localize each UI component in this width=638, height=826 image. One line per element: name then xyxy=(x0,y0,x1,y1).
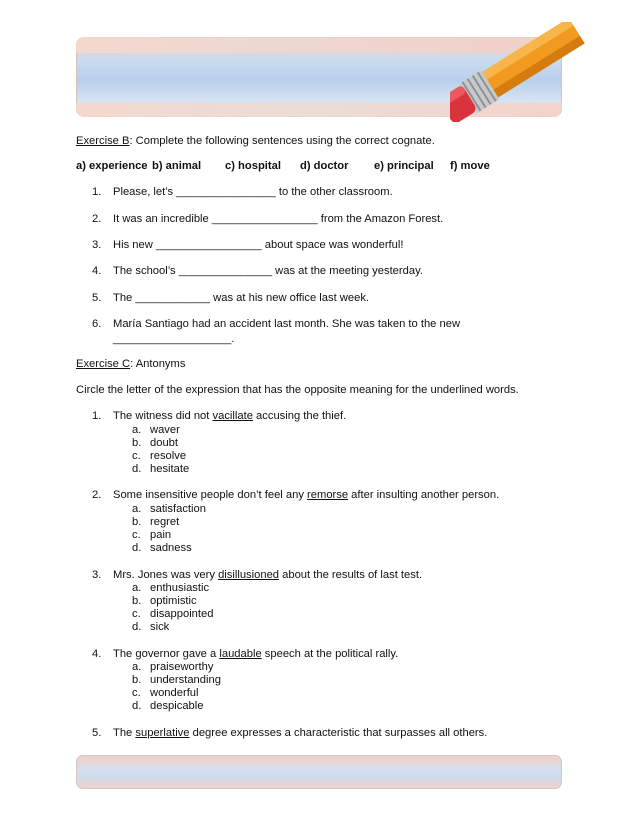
option-f: f) move xyxy=(450,160,490,172)
question-number: 4. xyxy=(92,648,102,660)
choice-letter: b. xyxy=(132,437,142,449)
choice-text: satisfaction xyxy=(150,503,206,515)
choice-letter: c. xyxy=(132,608,141,620)
choice-letter: a. xyxy=(132,424,142,436)
item-text-continued: ___________________. xyxy=(113,333,235,345)
exercise-b-heading: Exercise B xyxy=(76,135,130,147)
item-number: 1. xyxy=(92,186,102,198)
item-number: 4. xyxy=(92,265,102,277)
exercise-c-title-suffix: : Antonyms xyxy=(130,358,186,370)
choice-text: understanding xyxy=(150,674,221,686)
option-c: c) hospital xyxy=(225,160,281,172)
question-text: The witness did not vacillate accusing the thief. xyxy=(113,410,347,422)
underlined-word: vacillate xyxy=(212,410,253,422)
exercise-c-title xyxy=(76,358,185,370)
question-number: 1. xyxy=(92,410,102,422)
exercise-c-heading: Exercise C xyxy=(76,358,131,370)
item-text: His new _________________ about space was wonderful! xyxy=(113,239,404,251)
choice-letter: b. xyxy=(132,674,142,686)
choice-text: pain xyxy=(150,529,172,541)
choice-letter: d. xyxy=(132,700,142,712)
item-number: 5. xyxy=(92,292,102,304)
choice-letter: c. xyxy=(132,529,141,541)
choice-text: resolve xyxy=(150,450,187,462)
choice-letter: b. xyxy=(132,595,142,607)
footer-banner xyxy=(76,755,562,789)
choice-text: regret xyxy=(150,516,180,528)
exercise-b-instruction: : Complete the following sentences using the correct cognate. xyxy=(129,135,435,147)
question-text: Mrs. Jones was very disillusioned about the results of last test. xyxy=(113,569,423,581)
question-number: 2. xyxy=(92,489,102,501)
choice-text: enthusiastic xyxy=(150,582,210,594)
choice-letter: a. xyxy=(132,582,142,594)
option-a: a) experience xyxy=(76,160,148,172)
choice-text: wonderful xyxy=(150,687,199,699)
item-number: 3. xyxy=(92,239,102,251)
exercise-b-title xyxy=(76,135,435,147)
choice-text: hesitate xyxy=(150,463,190,475)
item-text: Please, let’s ________________ to the other classroom. xyxy=(113,186,393,198)
choice-text: sick xyxy=(150,621,170,633)
underlined-word: remorse xyxy=(307,489,349,501)
question-number: 5. xyxy=(92,727,102,739)
item-number: 2. xyxy=(92,213,102,225)
underlined-word: laudable xyxy=(219,648,262,660)
choice-letter: c. xyxy=(132,687,141,699)
underlined-word: superlative xyxy=(135,727,190,739)
choice-text: sadness xyxy=(150,542,192,554)
choice-text: praiseworthy xyxy=(150,661,214,673)
choice-letter: d. xyxy=(132,621,142,633)
choice-letter: b. xyxy=(132,516,142,528)
choice-text: optimistic xyxy=(150,595,197,607)
item-text: The school’s _______________ was at the meeting yesterday. xyxy=(113,265,423,277)
question-text: The governor gave a laudable speech at the political rally. xyxy=(113,648,399,660)
choice-letter: a. xyxy=(132,661,142,673)
choice-letter: d. xyxy=(132,463,142,475)
question-text: The superlative degree expresses a characteristic that surpasses all others. xyxy=(113,727,488,739)
option-b: b) animal xyxy=(152,160,202,172)
underlined-word: disillusioned xyxy=(218,569,280,581)
pencil-eraser-icon xyxy=(450,22,590,122)
item-text: It was an incredible _________________ from the Amazon Forest. xyxy=(113,213,444,225)
choice-letter: a. xyxy=(132,503,142,515)
option-e: e) principal xyxy=(374,160,434,172)
choice-text: doubt xyxy=(150,437,178,449)
option-d: d) doctor xyxy=(300,160,349,172)
choice-letter: c. xyxy=(132,450,141,462)
question-text: Some insensitive people don’t feel any remorse after insulting another person. xyxy=(113,489,500,501)
choice-text: waver xyxy=(150,424,180,436)
item-text: The ____________ was at his new office last week. xyxy=(113,292,370,304)
choice-text: despicable xyxy=(150,700,204,712)
item-number: 6. xyxy=(92,318,102,330)
item-text: María Santiago had an accident last month. She was taken to the new xyxy=(113,318,461,330)
exercise-c-instruction: Circle the letter of the expression that has the opposite meaning for the underlined words. xyxy=(76,384,519,396)
choice-text: disappointed xyxy=(150,608,214,620)
choice-letter: d. xyxy=(132,542,142,554)
question-number: 3. xyxy=(92,569,102,581)
